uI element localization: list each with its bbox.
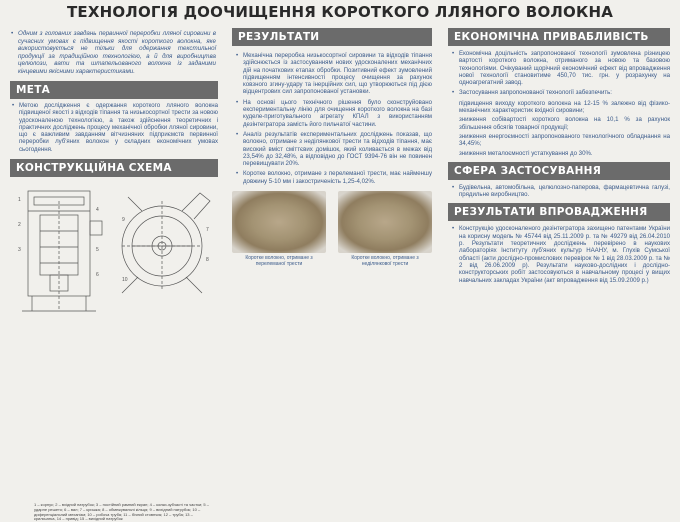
svg-text:5: 5: [96, 247, 99, 254]
fiber-photos: [232, 191, 432, 267]
left-column: [10, 28, 218, 522]
results-item-1: • Механічна переробка низькосортної сировини та відходів тіпання здійснюється із застосуванням нових удосконалених механічних дій на початкових етапах обробки. Позитивний ефект зумовлений підвищенням інтенсивності процесу очищення за рахунок ковзного згину-удару та інерційних сил, що утворюються під дією відцентрових сил запропонованої установки.: [236, 52, 432, 96]
results-item-4: • Коротке волокно, отримане з перелеманої трести, має найменшу довжину 5-10 мм і закостриченість 1,25-4,02%.: [236, 170, 432, 185]
scope-heading: СФЕРА ЗАСТОСУВАННЯ: [448, 162, 670, 180]
svg-text:10: 10: [122, 277, 128, 284]
economy-sub-4: зниження металоємності устаткування до 30%.: [459, 149, 593, 157]
economy-sub-1: підвищення виходу короткого волокна на 12-15 % залежно від фізико-механічних характеристик вхідної сировини;: [459, 99, 670, 115]
fiber-image-1: [232, 191, 326, 253]
economy-sub-3: зниження енергоємності запропонованого технологічного обладнання на 34,45%;: [459, 132, 670, 148]
implementation-heading: РЕЗУЛЬТАТИ ВПРОВАДЖЕННЯ: [448, 203, 670, 221]
construction-diagram: [10, 181, 218, 522]
svg-text:3: 3: [18, 247, 21, 254]
intro-text: • Одним з головних завдань первинної переробки лляної сировини в сучасних умовах є підвищення якості короткого волокна, яке використовується не тільки для одержання текстильної продукції за традиційною технологією, а й для виробництва целюлози, вати та штапельованого волокна із заданими кінцевими якісними характеристиками.: [10, 28, 218, 75]
scope-text: • Будівельна, автомобільна, целюлозно-паперова, фармацевтична галузі, прядильне виробництво.: [452, 184, 670, 199]
svg-text:4: 4: [96, 207, 99, 214]
svg-text:7: 7: [206, 227, 209, 234]
svg-text:9: 9: [122, 217, 125, 224]
svg-text:8: 8: [206, 257, 209, 264]
disintegrator-drawing: [10, 181, 218, 331]
svg-text:6: 6: [96, 272, 99, 279]
results-item-3: • Аналіз результатів експериментальних досліджень показав, що волокно, отримане з неділянкової трести та відходів тіпання, має високий вміст сміттєвих домішок, який коливається в межах від 23,54% до 32,48%, а відповідно до ГОСТ 9394-76 він не повинен перевищувати 20%.: [236, 131, 432, 167]
results-item-2: • На основі цього технічного рішення було сконструйовано експериментальну лінію для очищення короткого волокна на базі куделе-приготувального агрегату КПАЛ з використанням дезінтегратора замість його пильчатої частини.: [236, 99, 432, 128]
meta-text: • Метою дослідження є одержання короткого лляного волокна підвищеної якості з відходів тіпання та низькосортної трести за новою удосконаленою технологією, а також здійснення теоретичних і практичних досліджень процесу механічної обробки лляної сировини, що є важливим завданням вітчизняних підприємств первинної переробки луб'яних волокон у складних економічних умовах сьогодення.: [12, 102, 218, 153]
economy-heading: ЕКОНОМІЧНА ПРИВАБЛИВІСТЬ: [448, 28, 670, 46]
meta-heading: МЕТА: [10, 81, 218, 99]
photo-unplotted-stock: [338, 191, 432, 267]
svg-text:1: 1: [18, 197, 21, 204]
middle-column: [232, 28, 432, 267]
schema-caption: 1 – корпус; 2 – вхідний патрубок; 3 – постійний рамний екран; 4 – колки-зубчасті та частки; 5 – ударне решето; 6 – вал; 7 – кришка; 8 – обмежувальні кільця; 9 – вихідний патрубок; 10 – диференціальний механізм; 10 – робоча труба; 11 – бічний стовпчик; 12 – труба; 13 – крильчатка, 14 – привід; 15 – вихідний патрубок: [34, 502, 209, 522]
fiber-image-2: [338, 191, 432, 253]
photo1-caption: Коротке волокно, отримане з перелеманої трести: [245, 255, 313, 268]
page-title: ТЕХНОЛОГІЯ ДООЧИЩЕННЯ КОРОТКОГО ЛЛЯНОГО ВОЛОКНА: [66, 3, 614, 21]
economy-sub-2: зниження собівартості короткого волокна на 10,1 % за рахунок збільшення обсягів товарної продукції;: [459, 116, 670, 131]
economy-item-2: • Застосування запропонованої технології забезпечить:: [452, 89, 670, 96]
photo-broken-stock: [232, 191, 326, 267]
results-list: [232, 52, 432, 185]
schema-heading: КОНСТРУКЦІЙНА СХЕМА: [10, 159, 218, 177]
economy-item-1: • Економічна доцільність запропонованої технології зумовлена різницею вартості короткого волокна, отриманого за новою та базовою технологіями. Очікуваний щорічний економічний ефект від впровадження нової технології становитиме 450,70 тис. грн. у розрахунку на одноагрегатний завод.: [452, 50, 670, 86]
photo2-caption: Коротке волокно, отримане з неділянкової трести: [351, 255, 419, 268]
economy-list: [448, 50, 670, 157]
results-heading: РЕЗУЛЬТАТИ: [232, 28, 432, 46]
implementation-text: • Конструкцію удосконаленого дезінтегратора захищено патентами України на корисну модель № 45744 від 25.11.2009 р. та № 49279 від 26.04.2010 р. Результати теоретичних досліджень перевірено в наукових лабораторіях Інституту луб'яних культур НААНУ, м. Глухів Сумської області (акти дослідно-промислових перевірок № 1 від 28.03.2009 р. та № 2 від 26.06.2009 р). Результати науково-дослідних і дослідно-конструкторських робіт застосовуються в навчальному процесі у вищих навчальних закладах України (акт впровадження від 15.09.2009 р.): [452, 225, 670, 283]
svg-text:2: 2: [18, 222, 21, 229]
right-column: [448, 28, 670, 287]
